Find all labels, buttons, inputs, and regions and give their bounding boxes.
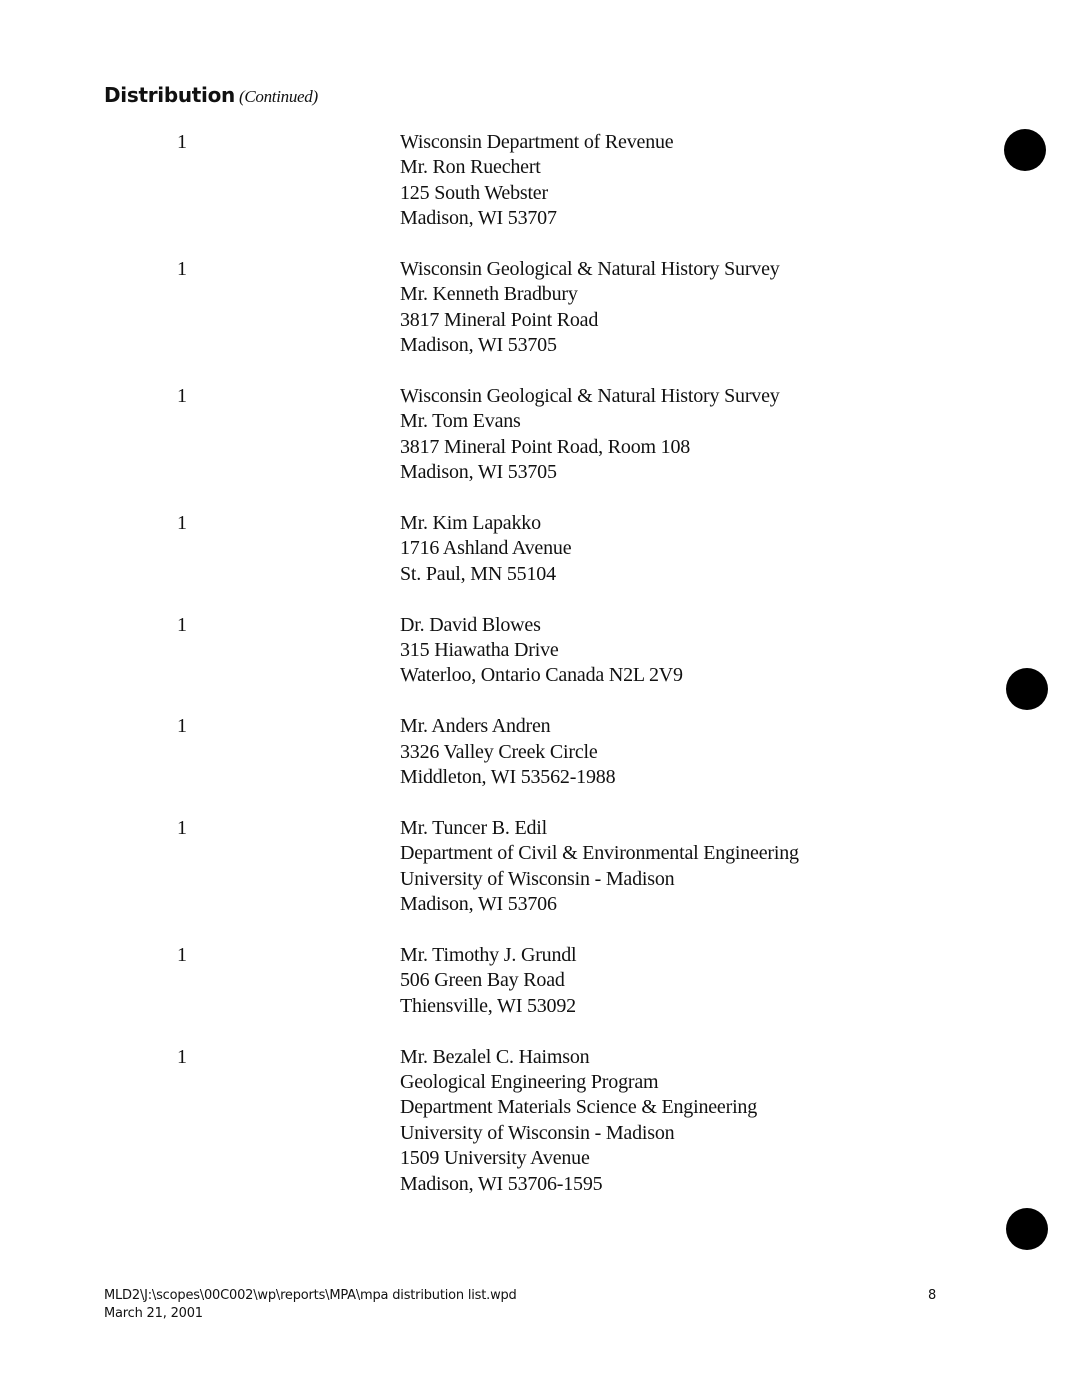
entry-quantity: 1 — [177, 1045, 187, 1068]
distribution-entry — [0, 1045, 1068, 1197]
address-line: Mr. Bezalel C. Haimson — [400, 1045, 590, 1068]
entry-address — [400, 613, 1068, 689]
address-line: 3817 Mineral Point Road, Room 108 — [400, 435, 691, 458]
heading-title: Distribution — [104, 83, 235, 107]
entry-address — [400, 257, 1068, 359]
address-line: Department of Civil & Environmental Engineering — [400, 842, 799, 865]
page-number: 8 — [928, 1288, 937, 1303]
address-line: University of Wisconsin - Madison — [400, 1121, 675, 1144]
address-line: Thiensville, WI 53092 — [400, 994, 576, 1017]
address-line: St. Paul, MN 55104 — [400, 562, 556, 585]
entry-quantity: 1 — [177, 385, 187, 408]
page-footer — [104, 1287, 517, 1323]
address-line: Mr. Tuncer B. Edil — [400, 816, 547, 839]
address-line: Dr. David Blowes — [400, 613, 541, 636]
distribution-entry — [0, 816, 1068, 918]
address-line: Geological Engineering Program — [400, 1070, 659, 1093]
address-line: Madison, WI 53707 — [400, 207, 557, 230]
address-line: 506 Green Bay Road — [400, 969, 565, 992]
entry-address — [400, 130, 1068, 232]
entry-address — [400, 943, 1068, 1019]
address-line: 3817 Mineral Point Road — [400, 308, 599, 331]
address-line: University of Wisconsin - Madison — [400, 867, 675, 890]
address-line: 125 South Webster — [400, 181, 548, 204]
entry-quantity: 1 — [177, 512, 187, 535]
address-line: Mr. Kenneth Bradbury — [400, 283, 578, 306]
distribution-entry — [0, 384, 1068, 486]
entry-quantity: 1 — [177, 131, 187, 153]
address-line: 1509 University Avenue — [400, 1147, 590, 1170]
address-line: 315 Hiawatha Drive — [400, 639, 559, 662]
entry-address — [400, 1045, 1068, 1197]
address-line: Mr. Anders Andren — [400, 715, 551, 738]
distribution-entry — [0, 613, 1068, 689]
binder-hole-bottom — [1006, 1208, 1048, 1250]
entry-quantity: 1 — [177, 258, 187, 281]
address-line: Waterloo, Ontario Canada N2L 2V9 — [400, 664, 683, 687]
footer-date: March 21, 2001 — [104, 1306, 203, 1321]
entry-quantity: 1 — [177, 613, 187, 636]
address-line: Wisconsin Department of Revenue — [400, 131, 674, 153]
address-line: Mr. Timothy J. Grundl — [400, 943, 577, 966]
entry-address — [400, 714, 1068, 790]
entry-address — [400, 384, 1068, 486]
address-line: Mr. Tom Evans — [400, 410, 521, 433]
address-line: Department Materials Science & Engineering — [400, 1096, 758, 1119]
distribution-entry — [0, 257, 1068, 359]
address-line: Mr. Kim Lapakko — [400, 512, 541, 535]
entry-quantity: 1 — [177, 715, 187, 738]
entry-address — [400, 816, 1068, 918]
address-line: Wisconsin Geological & Natural History Survey — [400, 385, 780, 408]
page-heading — [104, 83, 318, 107]
binder-hole-middle — [1006, 668, 1048, 710]
address-line: Wisconsin Geological & Natural History Survey — [400, 258, 780, 281]
address-line: Madison, WI 53706 — [400, 893, 557, 916]
binder-hole-top — [1004, 129, 1046, 171]
heading-continued: (Continued) — [239, 87, 318, 106]
address-line: Mr. Ron Ruechert — [400, 156, 541, 179]
distribution-list — [0, 130, 1068, 1222]
address-line: Middleton, WI 53562-1988 — [400, 766, 616, 789]
address-line: 3326 Valley Creek Circle — [400, 740, 598, 763]
entry-quantity: 1 — [177, 943, 187, 966]
address-line: Madison, WI 53705 — [400, 334, 557, 357]
distribution-entry — [0, 511, 1068, 587]
address-line: Madison, WI 53705 — [400, 461, 557, 484]
address-line: 1716 Ashland Avenue — [400, 537, 572, 560]
distribution-entry — [0, 943, 1068, 1019]
footer-file-path: MLD2\J:\scopes\00C002\wp\reports\MPA\mpa distribution list.wpd — [104, 1288, 517, 1303]
distribution-entry — [0, 714, 1068, 790]
distribution-entry — [0, 130, 1068, 232]
entry-address — [400, 511, 1068, 587]
entry-quantity: 1 — [177, 816, 187, 839]
address-line: Madison, WI 53706-1595 — [400, 1172, 603, 1195]
